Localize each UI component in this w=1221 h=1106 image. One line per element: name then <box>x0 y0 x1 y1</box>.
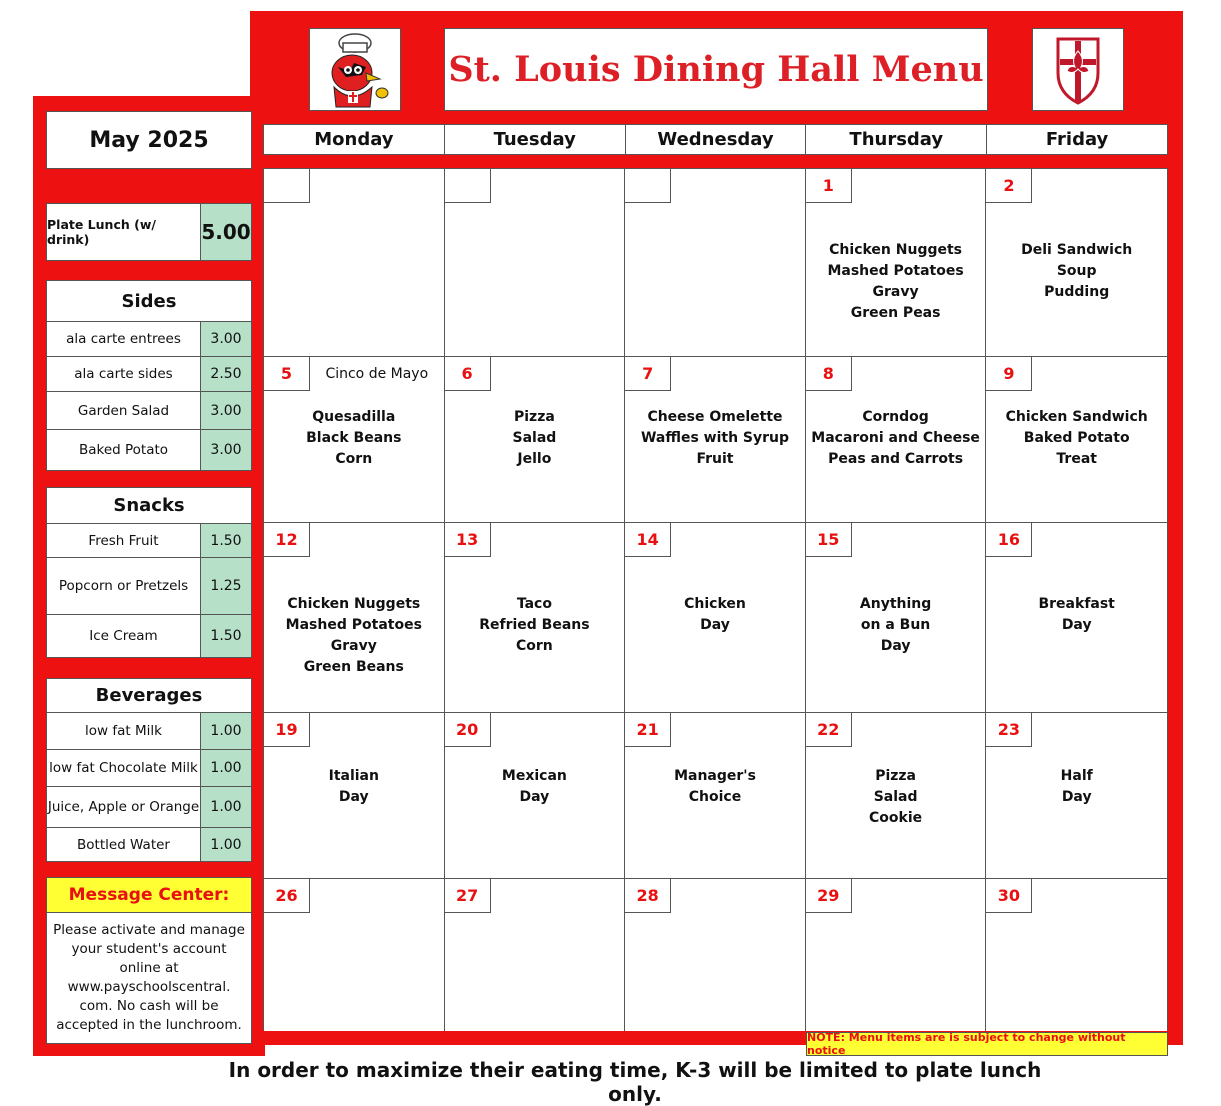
day-number: 1 <box>806 169 852 203</box>
menu-item: Day <box>1061 789 1092 805</box>
day-number: 9 <box>986 357 1032 391</box>
item-name: low fat Milk <box>85 723 162 739</box>
menu-item: Day <box>338 789 369 805</box>
snacks-title: Snacks <box>47 488 251 524</box>
menu-items <box>986 407 1167 470</box>
menu-items <box>625 407 805 470</box>
calendar-cell <box>445 713 626 879</box>
price-row <box>47 615 251 657</box>
calendar-cell <box>625 713 806 879</box>
calendar-cell <box>264 879 445 1031</box>
price-row <box>47 357 251 392</box>
menu-item: Deli Sandwich <box>1021 242 1133 258</box>
calendar-cell <box>264 713 445 879</box>
calendar-cell <box>806 879 987 1031</box>
item-name: Bottled Water <box>77 836 170 853</box>
menu-item: Mashed Potatoes <box>827 263 964 279</box>
calendar-cell <box>264 169 445 357</box>
item-name: Garden Salad <box>77 402 170 419</box>
sides-section <box>46 280 252 471</box>
menu-items <box>806 766 986 829</box>
menu-item: Corndog <box>862 409 929 425</box>
calendar-cell <box>445 169 626 357</box>
menu-item: Soup <box>1056 263 1097 279</box>
menu-item: Pudding <box>1044 284 1110 300</box>
item-price: 3.00 <box>200 392 251 429</box>
day-number: 13 <box>445 523 491 557</box>
item-price: 1.25 <box>200 558 251 614</box>
day-number: 14 <box>625 523 671 557</box>
calendar-cell <box>986 879 1167 1031</box>
menu-item: Taco <box>516 596 552 612</box>
menu-item: Anything <box>859 596 932 612</box>
calendar-cell <box>806 169 987 357</box>
menu-item: Baked Potato <box>1023 430 1130 446</box>
menu-item: Treat <box>1056 451 1097 467</box>
item-name: Popcorn or Pretzels <box>58 578 189 594</box>
calendar-cell <box>625 169 806 357</box>
calendar-cell <box>625 357 806 523</box>
item-price: 1.00 <box>200 713 251 749</box>
day-number: 21 <box>625 713 671 747</box>
item-price: 2.50 <box>200 357 251 391</box>
item-price: 1.00 <box>200 787 251 827</box>
menu-item: Manager's <box>674 768 756 784</box>
menu-item: Fruit <box>696 451 734 467</box>
day-number: 29 <box>806 879 852 913</box>
menu-item: Peas and Carrots <box>828 451 964 467</box>
menu-item: Cheese Omelette <box>647 409 783 425</box>
menu-items <box>445 594 625 657</box>
fleur-de-lis-crest-icon <box>1033 29 1123 110</box>
menu-items <box>264 766 444 808</box>
menu-items <box>986 766 1167 808</box>
day-number: 20 <box>445 713 491 747</box>
menu-item: Day <box>1061 617 1092 633</box>
day-number: 30 <box>986 879 1032 913</box>
calendar-cell <box>986 357 1167 523</box>
calendar-cell <box>445 357 626 523</box>
menu-item: Day <box>700 617 730 633</box>
menu-item: Green Peas <box>850 305 941 321</box>
day-number: 28 <box>625 879 671 913</box>
menu-items <box>806 240 986 324</box>
calendar-cell <box>625 523 806 713</box>
menu-item: Black Beans <box>306 430 402 446</box>
day-number: 16 <box>986 523 1032 557</box>
weekday-header: Tuesday <box>445 125 626 154</box>
menu-items <box>264 594 444 678</box>
price-row <box>47 322 251 357</box>
menu-item: Choice <box>688 789 742 805</box>
menu-item: Green Beans <box>303 659 404 675</box>
price-row <box>47 750 251 787</box>
calendar-cell <box>264 357 445 523</box>
menu-items <box>264 407 444 470</box>
menu-item: on a Bun <box>860 617 931 633</box>
menu-item: Quesadilla <box>312 409 396 425</box>
menu-items <box>986 594 1167 636</box>
day-number: 8 <box>806 357 852 391</box>
menu-item: Mexican <box>501 768 567 784</box>
item-name: Juice, Apple or Orange <box>47 799 200 815</box>
price-row <box>47 787 251 828</box>
calendar-cell <box>625 879 806 1031</box>
menu-items <box>806 407 986 470</box>
item-name: ala carte entrees <box>66 331 181 347</box>
calendar-cell <box>806 713 987 879</box>
beverages-title: Beverages <box>47 679 251 713</box>
day-number: 6 <box>445 357 491 391</box>
item-name: low fat Chocolate Milk <box>49 760 198 776</box>
message-center-title: Message Center: <box>47 878 251 913</box>
menu-item: Gravy <box>330 638 377 654</box>
calendar-cell <box>806 357 987 523</box>
menu-items <box>625 594 805 636</box>
sides-title: Sides <box>47 281 251 322</box>
menu-item: Italian <box>328 768 379 784</box>
message-center-text: Please activate and manage your student's account online at www.payschoolscentral. com. No cash will be accepted in the lunchroom. <box>53 922 245 1033</box>
menu-item: Cookie <box>869 810 923 826</box>
calendar-cell <box>445 523 626 713</box>
day-number: 15 <box>806 523 852 557</box>
page-title: St. Louis Dining Hall Menu <box>444 28 988 111</box>
item-price: 3.00 <box>200 322 251 356</box>
menu-item: Salad <box>873 789 918 805</box>
menu-item: Chicken Nuggets <box>829 242 963 258</box>
item-name: Ice Cream <box>89 628 158 644</box>
day-number: 2 <box>986 169 1032 203</box>
message-center <box>46 877 252 1044</box>
item-price: 1.00 <box>200 828 251 861</box>
menu-items <box>445 766 625 808</box>
menu-items <box>625 766 805 808</box>
day-number: 26 <box>264 879 310 913</box>
snacks-section <box>46 487 252 658</box>
price-row <box>47 713 251 750</box>
day-number: 27 <box>445 879 491 913</box>
item-name: Baked Potato <box>78 442 169 458</box>
calendar-cell <box>264 523 445 713</box>
month-label: May 2025 <box>46 111 252 169</box>
item-price: 1.50 <box>200 524 251 557</box>
day-number: 19 <box>264 713 310 747</box>
day-number <box>625 169 671 203</box>
day-number <box>264 169 310 203</box>
day-number: 22 <box>806 713 852 747</box>
calendar-cell <box>986 523 1167 713</box>
item-price: 1.00 <box>200 750 251 786</box>
price-row <box>47 558 251 615</box>
mascot-logo <box>309 28 401 111</box>
cardinal-chef-mascot-icon <box>310 29 400 110</box>
day-number: 5 <box>264 357 310 391</box>
menu-item: Day <box>880 638 911 654</box>
weekday-header: Wednesday <box>626 125 807 154</box>
menu-item: Pizza <box>875 768 916 784</box>
menu-item: Breakfast <box>1038 596 1115 612</box>
day-number: 23 <box>986 713 1032 747</box>
calendar-grid <box>263 168 1168 1030</box>
menu-item: Mashed Potatoes <box>285 617 422 633</box>
item-price: 3.00 <box>200 430 251 470</box>
calendar-cell <box>986 169 1167 357</box>
weekday-header: Monday <box>264 125 445 154</box>
calendar-cell <box>806 523 987 713</box>
plate-lunch-row <box>46 203 252 261</box>
day-number: 7 <box>625 357 671 391</box>
holiday-label: Cinco de Mayo <box>325 365 429 382</box>
menu-items <box>445 407 625 470</box>
menu-item: Half <box>1060 768 1093 784</box>
calendar-cell <box>445 879 626 1031</box>
calendar-cell <box>986 713 1167 879</box>
school-crest-logo <box>1032 28 1124 111</box>
price-row <box>47 524 251 558</box>
plate-lunch-label: Plate Lunch (w/ drink) <box>47 217 156 247</box>
weekday-header: Friday <box>1045 129 1109 150</box>
beverages-section <box>46 678 252 862</box>
menu-item: Day <box>519 789 550 805</box>
menu-items <box>806 594 986 657</box>
menu-change-note: NOTE: Menu items are is subject to change without notice <box>806 1032 1168 1056</box>
menu-item: Gravy <box>872 284 919 300</box>
price-row <box>47 430 251 470</box>
weekday-header-row <box>263 124 1168 155</box>
price-row <box>47 828 251 861</box>
menu-item: Corn <box>335 451 373 467</box>
menu-item: Chicken Nuggets <box>287 596 421 612</box>
menu-item: Refried Beans <box>479 617 590 633</box>
footer-notice: In order to maximize their eating time, K-3 will be limited to plate lunch only. <box>228 1058 1042 1106</box>
menu-item: Chicken Sandwich <box>1005 409 1148 425</box>
price-row <box>47 392 251 430</box>
day-number <box>445 169 491 203</box>
menu-item: Corn <box>516 638 553 654</box>
menu-item: Waffles with Syrup <box>640 430 790 446</box>
day-number: 12 <box>264 523 310 557</box>
item-name: ala carte sides <box>74 366 173 382</box>
weekday-header: Thursday <box>806 125 987 154</box>
item-price: 1.50 <box>200 615 251 657</box>
menu-item: Macaroni and Cheese <box>811 430 980 446</box>
menu-item: Pizza <box>513 409 555 425</box>
menu-item: Chicken <box>684 596 746 612</box>
menu-items <box>986 240 1167 303</box>
item-name: Fresh Fruit <box>88 532 159 549</box>
menu-item: Jello <box>517 451 552 467</box>
menu-item: Salad <box>512 430 557 446</box>
plate-lunch-price: 5.00 <box>200 204 251 260</box>
